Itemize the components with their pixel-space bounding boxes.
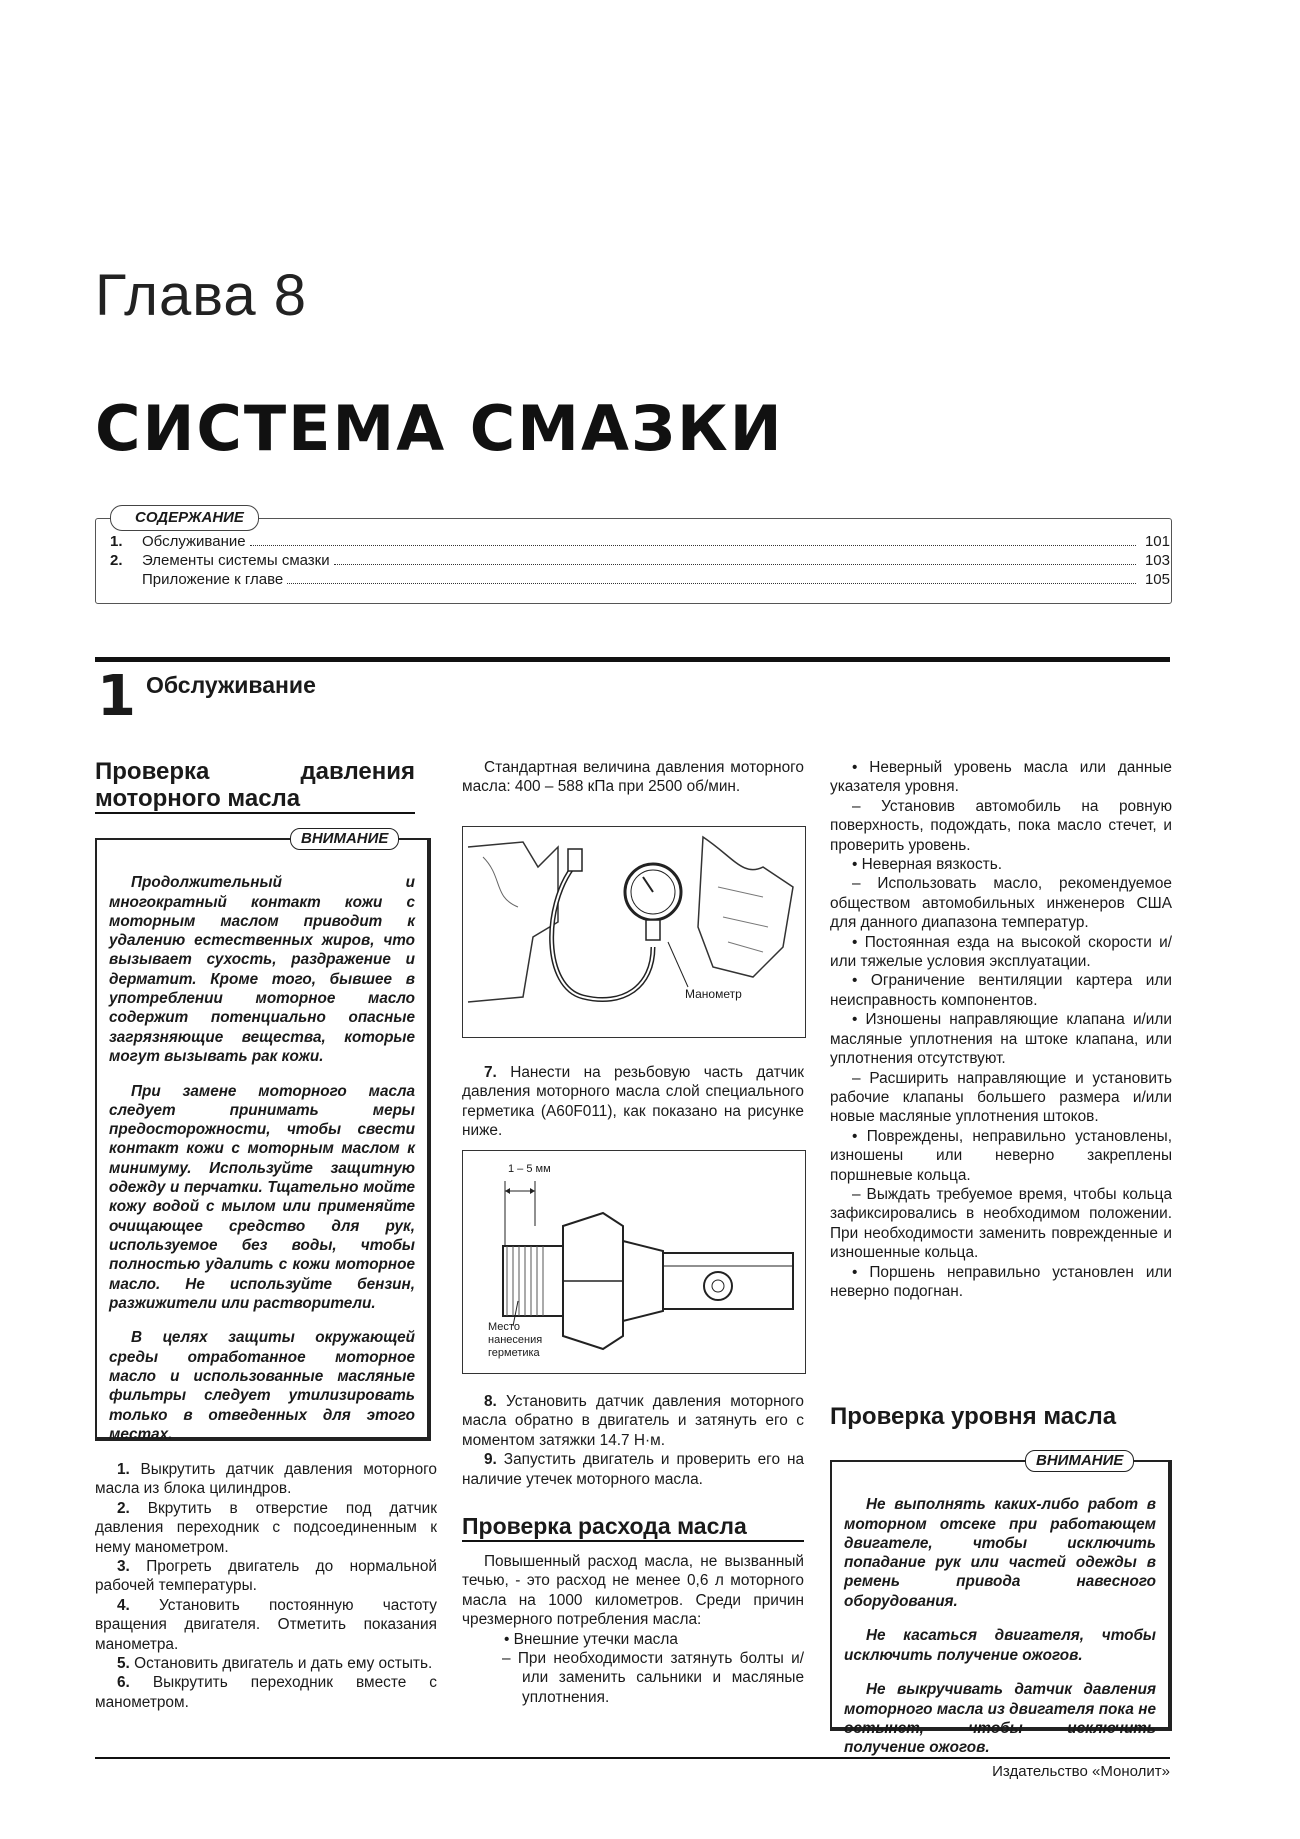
toc-row[interactable]	[110, 533, 1170, 552]
steps-8-9	[462, 1392, 804, 1489]
bullet-item: • Поршень неправильно установлен или неверно подогнан.	[830, 1263, 1172, 1300]
figure-label-line: герметика	[488, 1347, 540, 1359]
heading-oil-pressure: Проверка давления моторного масла	[95, 758, 415, 812]
step-text: Нанести на резьбовую часть датчик давления моторного масла слой специального герметика (A60F011), как показано на рисунке ниже.	[462, 1064, 804, 1140]
figure-manometer	[462, 826, 806, 1038]
column-right	[830, 758, 1172, 1301]
step-item	[95, 1499, 437, 1557]
toc-page: 101	[1144, 533, 1170, 550]
dash-item: – Использовать масло, рекомендуемое обществом автомобильных инженеров США для данного диапазона температур.	[830, 875, 1172, 932]
toc-heading: СОДЕРЖАНИЕ	[110, 505, 259, 531]
figure-label-line: нанесения	[488, 1334, 543, 1346]
dash-item: – Выждать требуемое время, чтобы кольца зафиксировались в необходимом положении. При необходимости заменить поврежденные и изношенные кольца.	[830, 1185, 1172, 1262]
step-num: 7.	[484, 1064, 497, 1081]
toc-box	[95, 518, 1172, 604]
bullet-item: • Ограничение вентиляции картера или неисправность компонентов.	[830, 972, 1172, 1009]
figure-label-manometer: Манометр	[685, 987, 742, 1001]
heading-oil-consumption: Проверка расхода масла	[462, 1513, 804, 1542]
step-num: 1.	[117, 1461, 130, 1478]
footer-rule	[95, 1757, 1170, 1759]
step-item	[95, 1460, 437, 1499]
toc-label: Элементы системы смазки	[142, 552, 330, 569]
chapter-label: Глава 8	[95, 263, 308, 328]
step-text: Запустить двигатель и проверить его на наличие утечек моторного масла.	[462, 1451, 805, 1488]
warning-box	[95, 838, 431, 1441]
toc-page: 105	[1144, 571, 1170, 588]
step-text: Остановить двигатель и дать ему остыть.	[134, 1655, 433, 1673]
step-item	[462, 1063, 804, 1141]
dash-item: – При необходимости затянуть болты и/или заменить сальники и масляные уплотнения.	[502, 1650, 804, 1706]
section-rule	[95, 657, 1170, 662]
publisher-credit: Издательство «Монолит»	[992, 1763, 1170, 1780]
step7-block	[462, 1063, 804, 1141]
step-num: 5.	[117, 1655, 130, 1673]
toc-label: Приложение к главе	[142, 571, 284, 588]
toc-page: 103	[1144, 552, 1170, 569]
warning-paragraph: При замене моторного масла следует принимать меры предосторожности, чтобы свести контакт кожи с моторным маслом к минимуму. Используйте защитную одежду и перчатки. Тщательно мойте кожу водой с мылом или применяйте очищающее средство для рук, используемое без воды, чтобы полностью удалить с кожи моторное масло. Не используйте бензин, разжижители или растворители.	[109, 1082, 415, 1312]
toc-num: 2.	[110, 552, 123, 569]
step-item	[95, 1596, 437, 1654]
bullet-item: • Внешние утечки масла	[504, 1630, 678, 1648]
warning-paragraph: Не выкручивать датчик давления моторного масла из двигателя пока не остынет, чтобы исключить получение ожогов.	[844, 1681, 1156, 1757]
column-left	[95, 758, 435, 814]
toc-leader	[334, 552, 1136, 565]
toc-leader	[250, 533, 1136, 546]
step-text: Выкрутить переходник вместе с манометром.	[95, 1674, 437, 1711]
step-item	[95, 1673, 437, 1712]
figure-label-line: Место	[488, 1321, 520, 1333]
warning-box	[830, 1460, 1172, 1757]
step-num: 3.	[117, 1558, 130, 1576]
bullet-item: • Изношены направляющие клапана и/или масляные уплотнения на штоке клапана, или уплотнения отсутствуют.	[830, 1011, 1172, 1068]
steps-list	[95, 1460, 437, 1712]
dash-item: – Расширить направляющие и установить рабочие клапаны большего размера и/или новые масляные уплотнения штоков.	[830, 1069, 1172, 1126]
warning-paragraph: Не касаться двигателя, чтобы исключить получение ожогов.	[844, 1627, 1156, 1664]
section-title: Обслуживание	[146, 672, 316, 698]
dash-item: – Установив автомобиль на ровную поверхность, подождать, пока масло стечет, и проверить уровень.	[830, 797, 1172, 854]
bullet-item: • Неверная вязкость.	[852, 856, 1003, 874]
heading-oil-level: Проверка уровня масла	[830, 1403, 1117, 1430]
step-text: Выкрутить датчик давления моторного масла из блока цилиндров.	[95, 1461, 437, 1498]
toc-leader	[287, 571, 1136, 584]
dimension-label: 1 – 5 мм	[508, 1163, 551, 1175]
toc-num: 1.	[110, 533, 123, 550]
toc-row[interactable]	[110, 552, 1170, 571]
step-num: 2.	[117, 1499, 130, 1517]
step-item	[462, 1392, 804, 1450]
step-text: Прогреть двигатель до нормальной рабочей температуры.	[95, 1558, 437, 1595]
bullet-item: • Постоянная езда на высокой скорости и/или тяжелые условия эксплуатации.	[830, 933, 1172, 971]
warning-tag: ВНИМАНИЕ	[1025, 1450, 1134, 1472]
section-number: 1	[97, 664, 136, 729]
oil-pressure-spec: Стандартная величина давления моторного масла: 400 – 588 кПа при 2500 об/мин.	[462, 759, 804, 796]
manometer-illustration	[463, 827, 805, 1037]
toc-label: Обслуживание	[142, 533, 246, 550]
figure-label-sealant	[488, 1321, 542, 1360]
step-item	[95, 1557, 437, 1596]
step-num: 6.	[117, 1674, 130, 1692]
toc-row[interactable]	[110, 571, 1170, 590]
figure-sealant	[462, 1150, 806, 1374]
warning-paragraph: В целях защиты окружающей среды отработанное моторное масло и использованные масляные фильтры следует утилизировать только в отведенных для этого местах.	[109, 1329, 415, 1443]
warning-text	[844, 1480, 1156, 1773]
warning-text	[109, 858, 415, 1460]
step-num: 8.	[484, 1393, 497, 1410]
step-text: Установить постоянную частоту вращения двигателя. Отметить показания манометра.	[95, 1596, 437, 1653]
step-num: 4.	[117, 1596, 130, 1614]
page-title: СИСТЕМА СМАЗКИ	[95, 392, 784, 465]
step-text: Вкрутить в отверстие под датчик давления переходник с подсоединенным к нему манометром.	[95, 1499, 437, 1556]
warning-paragraph: Не выполнять каких-либо работ в моторном отсеке при работающем двигателе, чтобы исключить попадание рук или частей одежды в ремень привода навесного оборудования.	[844, 1496, 1156, 1610]
step-item	[462, 1450, 804, 1489]
bullet-item: • Неверный уровень масла или данные указателя уровня.	[830, 759, 1172, 796]
warning-paragraph: Продолжительный и многократный контакт кожи с моторным маслом приводит к удалению естественных жиров, что вызывает сухость, раздражение и дерматит. Кроме того, бывшее в употреблении моторное масло содержит потенциально опасные загрязняющие вещества, которые могут вызывать рак кожи.	[109, 874, 415, 1065]
column-middle	[462, 758, 804, 797]
oil-level-heading-wrap	[830, 1403, 1172, 1430]
bullet-item: • Повреждены, неправильно установлены, изношены или неверно закреплены поршневые кольца.	[830, 1127, 1172, 1184]
warning-tag: ВНИМАНИЕ	[290, 828, 399, 850]
oil-consumption-text: Повышенный расход масла, не вызванный течью, - это расход не менее 0,6 л моторного масла на 1000 километров. Среди причин чрезмерного потребления масла:	[462, 1553, 804, 1629]
step-num: 9.	[484, 1451, 497, 1469]
oil-consumption-block	[462, 1513, 804, 1707]
step-item	[95, 1654, 437, 1673]
step-text: Установить датчик давления моторного масла обратно в двигатель и затянуть его с моментом затяжки 14.7 Н·м.	[462, 1393, 804, 1449]
